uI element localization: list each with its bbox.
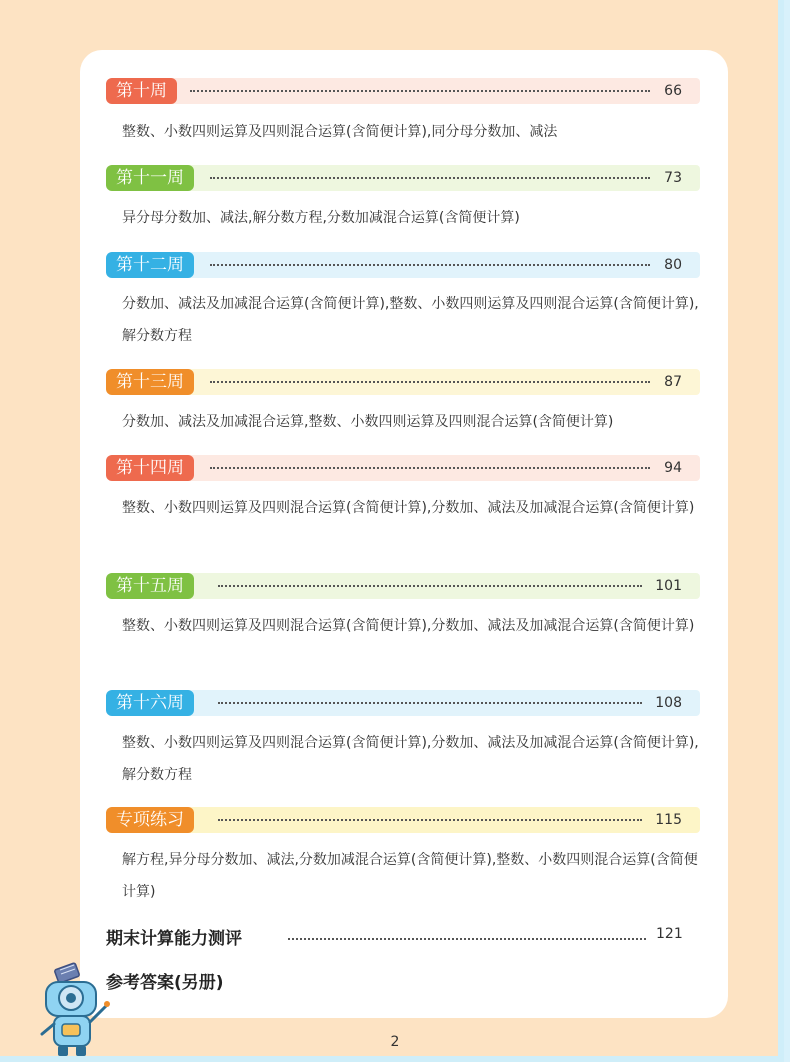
toc-entry-week-11[interactable]	[106, 165, 700, 191]
entry-description: 整数、小数四则运算及四则混合运算(含简便计算),分数加、减法及加减混合运算(含简便计算)	[122, 500, 695, 516]
entry-label: 专项练习	[106, 807, 194, 833]
toc-entry-week-15[interactable]	[106, 573, 700, 599]
toc-entry-special-practice[interactable]	[106, 807, 700, 833]
toc-entry-week-10[interactable]	[106, 78, 700, 104]
leader-dots	[288, 938, 646, 940]
toc-entry-week-14[interactable]	[106, 455, 700, 481]
entry-label: 第十四周	[106, 455, 194, 481]
entry-description: 解方程,异分母分数加、减法,分数加减混合运算(含简便计算),整数、小数四则混合运算(含简便计算)	[122, 852, 698, 900]
toc-entry-week-12[interactable]	[106, 252, 700, 278]
entry-label: 第十二周	[106, 252, 194, 278]
entry-page: 73	[664, 170, 682, 186]
toc-entry-week-13[interactable]	[106, 369, 700, 395]
leader-dots	[190, 90, 650, 94]
leader-dots	[210, 381, 650, 385]
entry-description: 分数加、减法及加减混合运算(含简便计算),整数、小数四则运算及四则混合运算(含简便计算),解分数方程	[122, 296, 699, 344]
entry-description: 整数、小数四则运算及四则混合运算(含简便计算),同分母分数加、减法	[122, 124, 558, 140]
entry-label: 第十三周	[106, 369, 194, 395]
entry-description: 整数、小数四则运算及四则混合运算(含简便计算),分数加、减法及加减混合运算(含简便计算),解分数方程	[122, 735, 699, 783]
entry-label: 第十周	[106, 78, 177, 104]
entry-page: 115	[655, 812, 682, 828]
leader-dots	[218, 702, 642, 706]
entry-description: 分数加、减法及加减混合运算,整数、小数四则运算及四则混合运算(含简便计算)	[122, 414, 614, 430]
leader-dots	[218, 585, 642, 589]
leader-dots	[210, 264, 650, 268]
entry-description: 异分母分数加、减法,解分数方程,分数加减混合运算(含简便计算)	[122, 210, 520, 226]
leader-dots	[218, 819, 642, 823]
entry-page: 108	[655, 695, 682, 711]
toc-entry-answers[interactable]: 参考答案(另册)	[106, 973, 224, 993]
leader-dots	[210, 177, 650, 181]
entry-page: 66	[664, 83, 682, 99]
entry-page: 87	[664, 374, 682, 390]
entry-label: 第十一周	[106, 165, 194, 191]
page-number: 2	[390, 1034, 400, 1050]
entry-label: 第十六周	[106, 690, 194, 716]
entry-page: 94	[664, 460, 682, 476]
leader-dots	[210, 467, 650, 471]
toc-entry-final-test[interactable]: 期末计算能力测评	[106, 929, 242, 949]
entry-page: 80	[664, 257, 682, 273]
entry-page: 101	[655, 578, 682, 594]
final-test-page: 121	[656, 926, 683, 942]
entry-description: 整数、小数四则运算及四则混合运算(含简便计算),分数加、减法及加减混合运算(含简便计算)	[122, 618, 695, 634]
toc-entry-week-16[interactable]	[106, 690, 700, 716]
entry-label: 第十五周	[106, 573, 194, 599]
